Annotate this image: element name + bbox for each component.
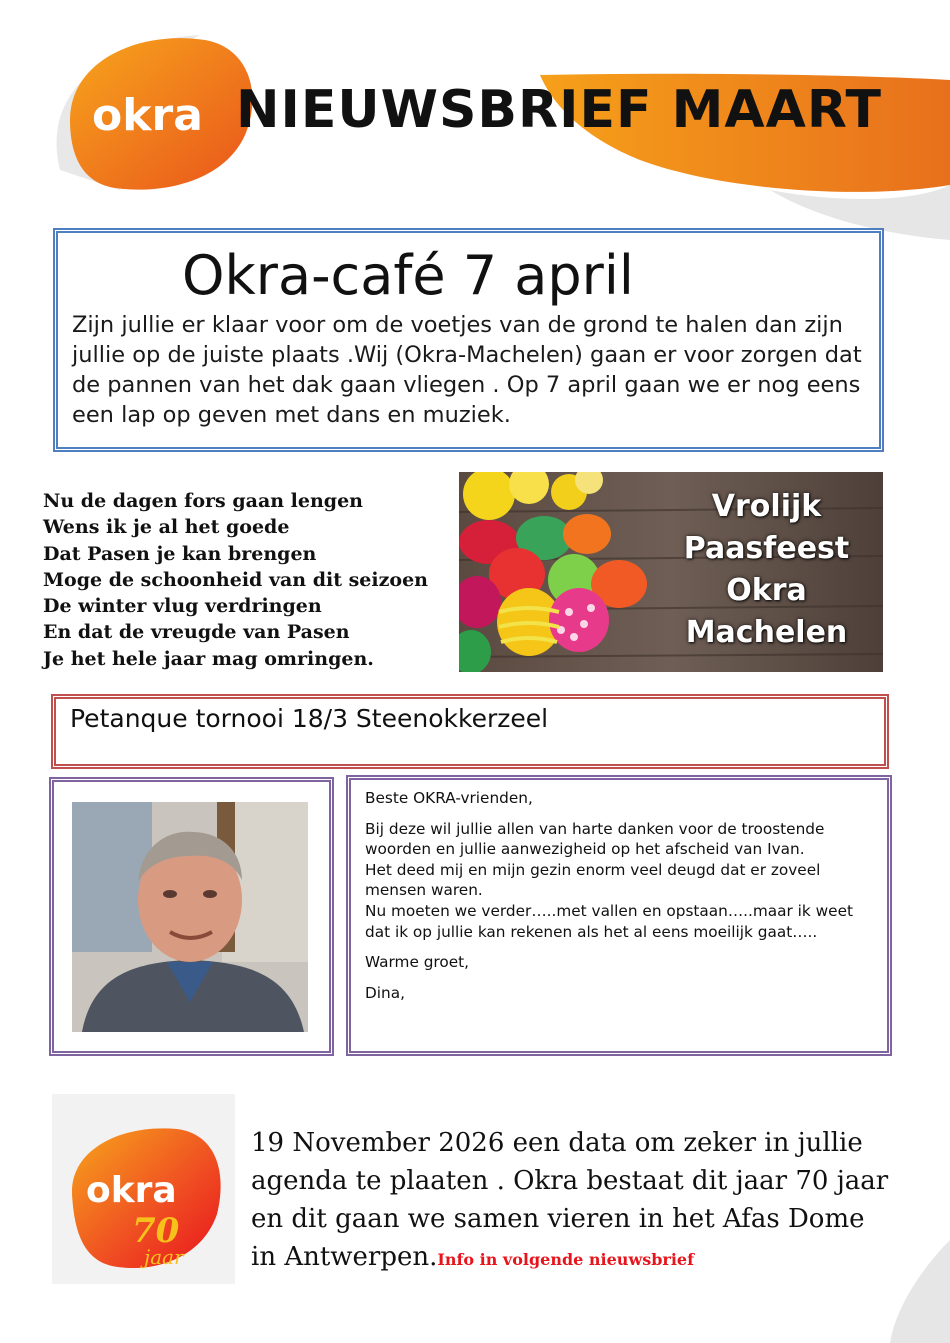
easter-greeting: [659, 486, 874, 654]
poem-line: Moge de schoonheid van dit seizoen: [43, 568, 428, 591]
letter-paragraph: Nu moeten we verder…..met vallen en opstaan…..maar ik weet dat ik op jullie kan rekenen als het al eens moeilijk gaat…..: [365, 901, 853, 941]
anniversary-announcement: [251, 1124, 891, 1279]
easter-line: Paasfeest: [683, 531, 850, 566]
poem-line: En dat de vreugde van Pasen: [43, 621, 350, 644]
letter-closing: Warme groet,: [365, 953, 470, 972]
portrait-picture: [72, 802, 308, 1032]
easter-image: [459, 472, 883, 672]
okra-70-logo: [52, 1094, 235, 1284]
okra-70-sub: jaar: [144, 1245, 184, 1269]
thank-you-letter: [365, 788, 880, 1003]
letter-paragraph: Bij deze wil jullie allen van harte danken voor de troostende woorden en jullie aanwezigheid op het afscheid van Ivan.: [365, 819, 825, 859]
letter-greeting: Beste OKRA-vrienden,: [365, 789, 533, 807]
easter-line: Vrolijk: [711, 489, 822, 524]
okra-70-badge: [52, 1094, 235, 1284]
poem-line: De winter vlug verdringen: [43, 595, 322, 618]
easter-poem: [43, 488, 443, 672]
poem-line: Dat Pasen je kan brengen: [43, 542, 317, 565]
okra-logo-text: okra: [92, 90, 203, 141]
newsletter-title: NIEUWSBRIEF MAART: [236, 80, 883, 140]
poem-line: Nu de dagen fors gaan lengen: [43, 490, 363, 512]
okra-70-logo-text: okra: [86, 1170, 177, 1211]
letter-signature: Dina,: [365, 983, 405, 1002]
cafe-text: Zijn jullie er klaar voor om de voetjes van de grond te halen dan zijn jullie op de juiste plaats .Wij (Okra-Machelen) gaan er voor zorgen dat de pannen van het dak gaan vliegen . Op 7 april gaan we er nog eens een lap op geven met dans en muziek.: [72, 312, 862, 428]
cafe-title: Okra-café 7 april: [182, 244, 634, 307]
letter-paragraph: Het deed mij en mijn gezin enorm veel deugd dat er zoveel mensen waren.: [365, 860, 821, 900]
portrait-photo: [72, 802, 308, 1032]
petanque-text: Petanque tornooi 18/3 Steenokkerzeel: [70, 704, 549, 733]
easter-line: Okra: [726, 573, 807, 608]
anniversary-text: 19 November 2026 een data om zeker in jullie agenda te plaaten . Okra bestaat dit jaar 70 jaar en dit gaan we samen vieren in het Afas Dome in Antwerpen.: [251, 1128, 889, 1272]
poem-line: Wens ik je al het goede: [43, 516, 290, 539]
anniversary-note: Info in volgende nieuwsbrief: [437, 1250, 694, 1269]
footer-decoration: [880, 1240, 950, 1343]
easter-line: Machelen: [685, 615, 848, 650]
poem-line: Je het hele jaar mag omringen.: [43, 647, 374, 670]
okra-logo: [70, 80, 250, 150]
okra-70-number: 70: [132, 1211, 180, 1251]
